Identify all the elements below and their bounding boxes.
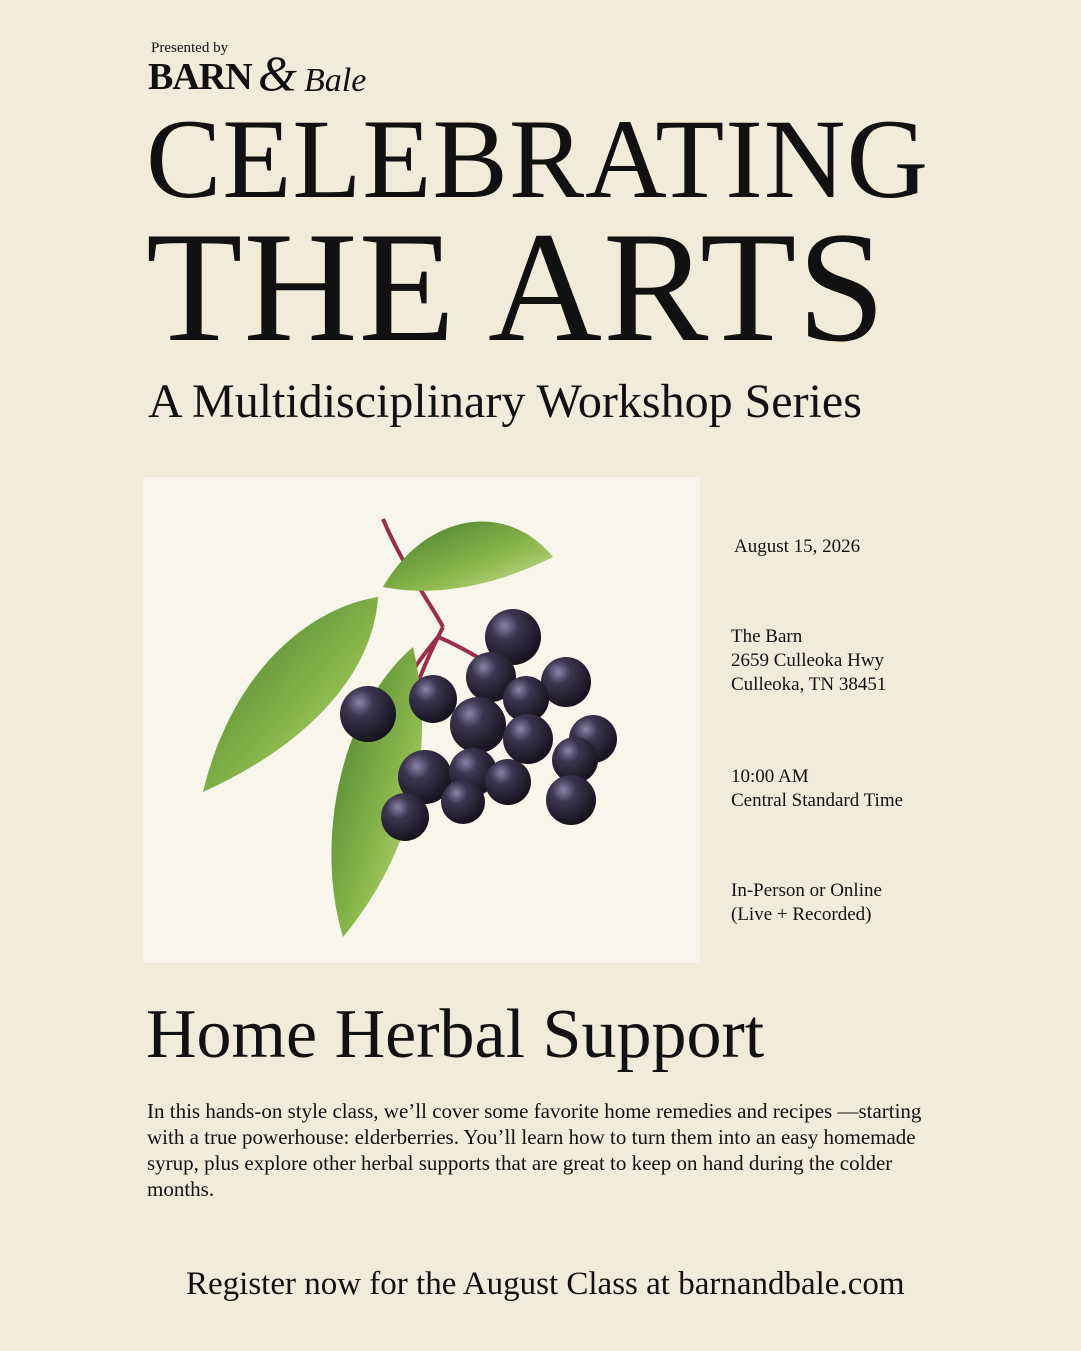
presented-by-label: Presented by <box>151 40 229 56</box>
event-date: August 15, 2026 <box>734 536 861 557</box>
logo-ampersand: & <box>258 45 297 101</box>
venue-name: The Barn <box>731 626 803 647</box>
venue-address-line-2: Culleoka, TN 38451 <box>731 674 887 695</box>
event-time: 10:00 AM <box>731 766 809 787</box>
logo-bale: Bale <box>304 62 367 99</box>
workshop-heading: Home Herbal Support <box>146 996 765 1073</box>
workshop-description: In this hands-on style class, we’ll cover some favorite home remedies and recipes —starting with a true powerhouse: elderberries. You’ll learn how to turn them into an easy homemade syrup, plus explore other herbal supports that are great to keep on hand during the colder months. <box>147 1099 922 1201</box>
event-timezone: Central Standard Time <box>731 790 904 811</box>
event-format-detail: (Live + Recorded) <box>731 904 872 925</box>
register-call-to-action: Register now for the August Class at barnandbale.com <box>186 1266 905 1302</box>
title-line-1: CELEBRATING <box>146 97 930 222</box>
subtitle: A Multidisciplinary Workshop Series <box>148 375 862 428</box>
venue-address-line-1: 2659 Culleoka Hwy <box>731 650 885 671</box>
elderberry-illustration <box>143 477 700 963</box>
elderberry-branch-icon <box>143 477 700 963</box>
title-line-2: THE ARTS <box>146 200 887 375</box>
event-format: In-Person or Online <box>731 880 882 901</box>
logo-barn: BARN <box>148 56 252 98</box>
